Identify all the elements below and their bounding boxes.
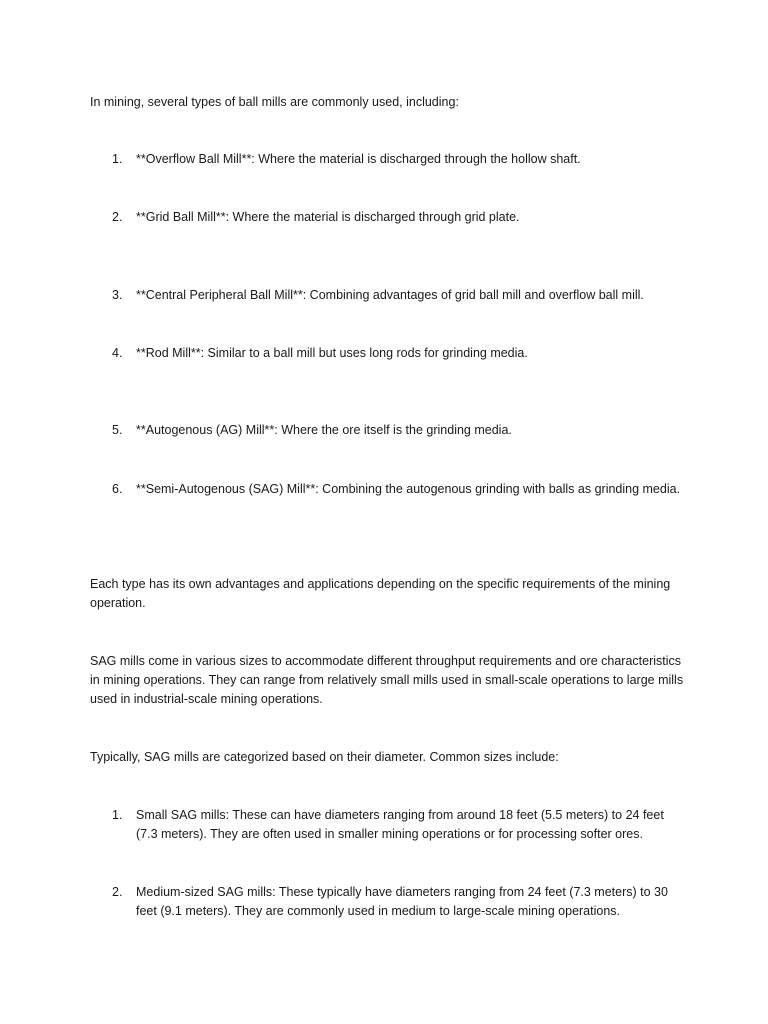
list-item-text: **Autogenous (AG) Mill**: Where the ore itself is the grinding media. bbox=[136, 423, 512, 437]
list-item-text: **Rod Mill**: Similar to a ball mill but uses long rods for grinding media. bbox=[136, 346, 528, 360]
categorized-paragraph: Typically, SAG mills are categorized based on their diameter. Common sizes include: bbox=[90, 750, 559, 764]
list-number: 2. bbox=[112, 210, 123, 224]
list-item-text: **Overflow Ball Mill**: Where the material is discharged through the hollow shaft. bbox=[136, 152, 581, 166]
list-number: 1. bbox=[112, 808, 123, 822]
list-item-text: **Grid Ball Mill**: Where the material is discharged through grid plate. bbox=[136, 210, 520, 224]
intro-paragraph: In mining, several types of ball mills are commonly used, including: bbox=[90, 95, 459, 109]
list-number: 3. bbox=[112, 288, 123, 302]
list-item-text: Small SAG mills: These can have diameters ranging from around 18 feet (5.5 meters) to 24 feet (7.3 meters). They are often used in smaller mining operations or for processing softer ores. bbox=[136, 808, 664, 841]
list-item-text: **Central Peripheral Ball Mill**: Combining advantages of grid ball mill and overflow ball mill. bbox=[136, 288, 644, 302]
list-number: 5. bbox=[112, 423, 123, 437]
list-number: 4. bbox=[112, 346, 123, 360]
list-number: 6. bbox=[112, 482, 123, 496]
sag-sizes-paragraph: SAG mills come in various sizes to accommodate different throughput requirements and ore characteristics in mining operations. They can range from relatively small mills used in small-scale operations to large mills used in industrial-scale mining operations. bbox=[90, 654, 684, 706]
list-item-text: **Semi-Autogenous (SAG) Mill**: Combining the autogenous grinding with balls as grinding media. bbox=[136, 482, 681, 496]
list-item-text: Medium-sized SAG mills: These typically have diameters ranging from 24 feet (7.3 meters) to 30 feet (9.1 meters). They are commonly used in medium to large-scale mining operations. bbox=[136, 885, 668, 918]
advantages-paragraph: Each type has its own advantages and applications depending on the specific requirements of the mining operation. bbox=[90, 577, 671, 610]
list-number: 2. bbox=[112, 885, 123, 899]
list-number: 1. bbox=[112, 152, 123, 166]
